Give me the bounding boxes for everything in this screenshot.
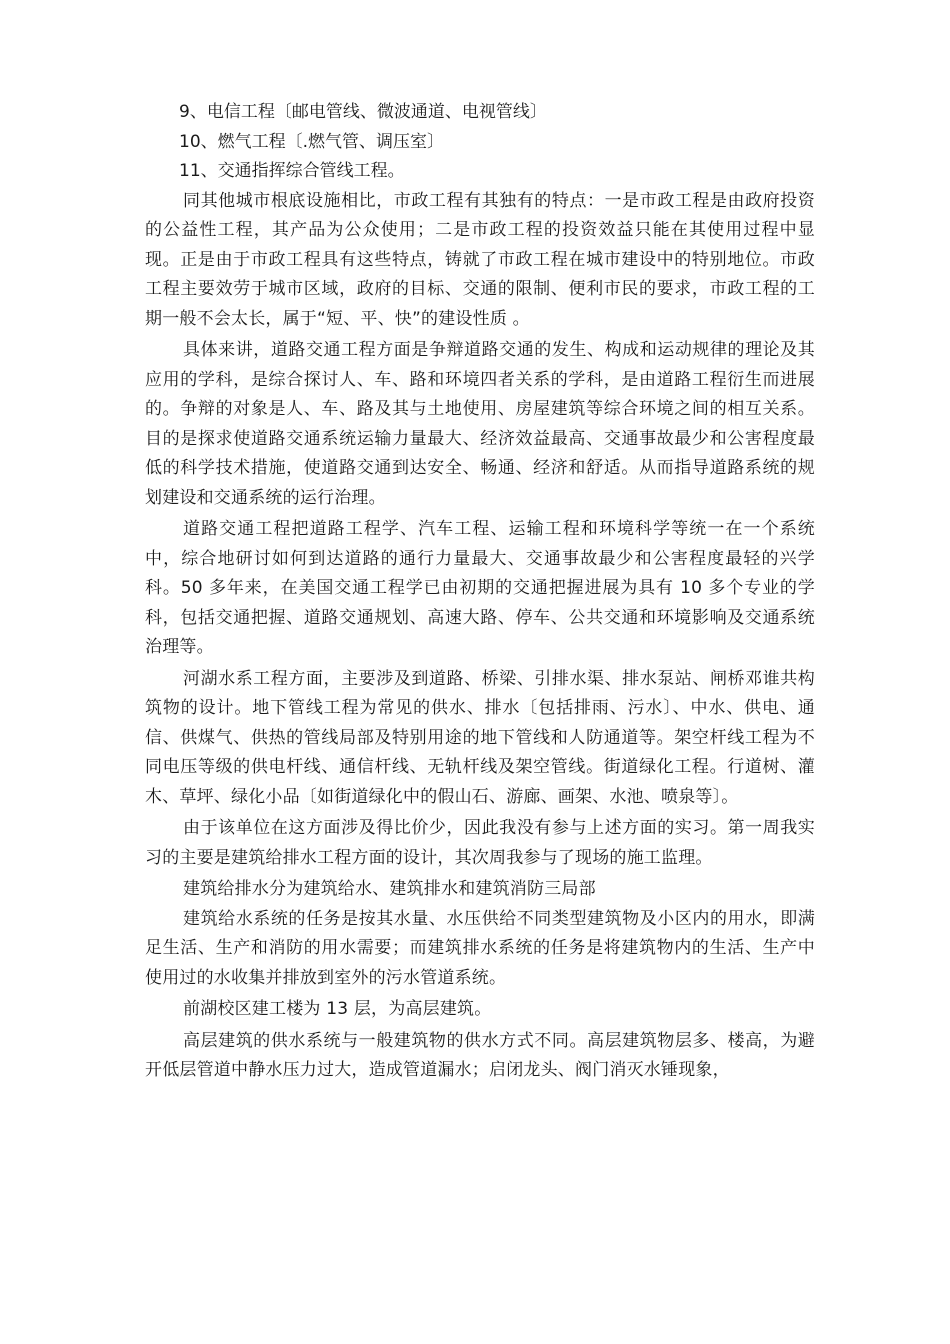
paragraph: 由于该单位在这方面涉及得比价少，因此我没有参与上述方面的实习。第一周我实习的主要是建筑给排水工程方面的设计，其次周我参与了现场的施工监理。 <box>145 818 815 868</box>
paragraph: 道路交通工程把道路工程学、汽车工程、运输工程和环境科学等统一在一个系统中，综合地研讨如何到达道路的通行力量最大、交通事故最少和公害程度最轻的兴学科。50 多年来，在美国交通工程学已由初期的交通把握进展为具有 10 多个专业的学科，包括交通把握、道路交通规划、高速大路、停车、公共交通和环境影响及交通系统治理等。 <box>145 519 815 657</box>
paragraph: 同其他城市根底设施相比，市政工程有其独有的特点：一是市政工程是由政府投资的公益性工程，其产品为公众使用；二是市政工程的投资效益只能在其使用过程中显现。正是由于市政工程具有这些特点，铸就了市政工程在城市建设中的特别地位。市政工程主要效劳于城市区域，政府的目标、交通的限制、便利市民的要求，市政工程的工期一般不会太长，属于“短、平、快”的建设性质 。 <box>145 190 815 329</box>
list-item: 9、电信工程〔邮电管线、微波通道、电视管线〕 <box>179 102 547 122</box>
document-body <box>145 98 815 1086</box>
paragraph: 河湖水系工程方面，主要涉及到道路、桥梁、引排水渠、排水泵站、闸桥邓谁共构筑物的设计。地下管线工程为常见的供水、排水〔包括排雨、污水〕、中水、供电、通信、供煤气、供热的管线局部及特别用途的地下管线和人防通道等。架空杆线工程为不同电压等级的供电杆线、通信杆线、无轨杆线及架空管线。街道绿化工程。行道树、灌木、草坪、绿化小品〔如街道绿化中的假山石、游廊、画架、水池、喷泉等〕。 <box>145 668 815 807</box>
paragraph: 建筑给排水分为建筑给水、建筑排水和建筑消防三局部 <box>183 879 596 899</box>
paragraph: 高层建筑的供水系统与一般建筑物的供水方式不同。高层建筑物层多、楼高，为避开低层管道中静水压力过大，造成管道漏水；启闭龙头、阀门消灭水锤现象， <box>145 1030 815 1080</box>
list-item: 10、燃气工程〔.燃气管、调压室〕 <box>179 131 445 152</box>
paragraph: 前湖校区建工楼为 13 层，为高层建筑。 <box>183 999 492 1019</box>
list-item: 11、交通指挥综合管线工程。 <box>179 161 405 181</box>
paragraph: 建筑给水系统的任务是按其水量、水压供给不同类型建筑物及小区内的用水，即满足生活、生产和消防的用水需要；而建筑排水系统的任务是将建筑物内的生活、生产中使用过的水收集并排放到室外的污水管道系统。 <box>145 908 815 988</box>
paragraph: 具体来讲，道路交通工程方面是争辩道路交通的发生、构成和运动规律的理论及其应用的学科，是综合探讨人、车、路和环境四者关系的学科，是由道路工程衍生而进展的。争辩的对象是人、车、路及其与土地使用、房屋建筑等综合环境之间的相互关系。目的是探求使道路交通系统运输力量最大、经济效益最高、交通事故最少和公害程度最低的科学技术措施，使道路交通到达安全、畅通、经济和舒适。从而指导道路系统的规划建设和交通系统的运行治理。 <box>145 340 815 508</box>
